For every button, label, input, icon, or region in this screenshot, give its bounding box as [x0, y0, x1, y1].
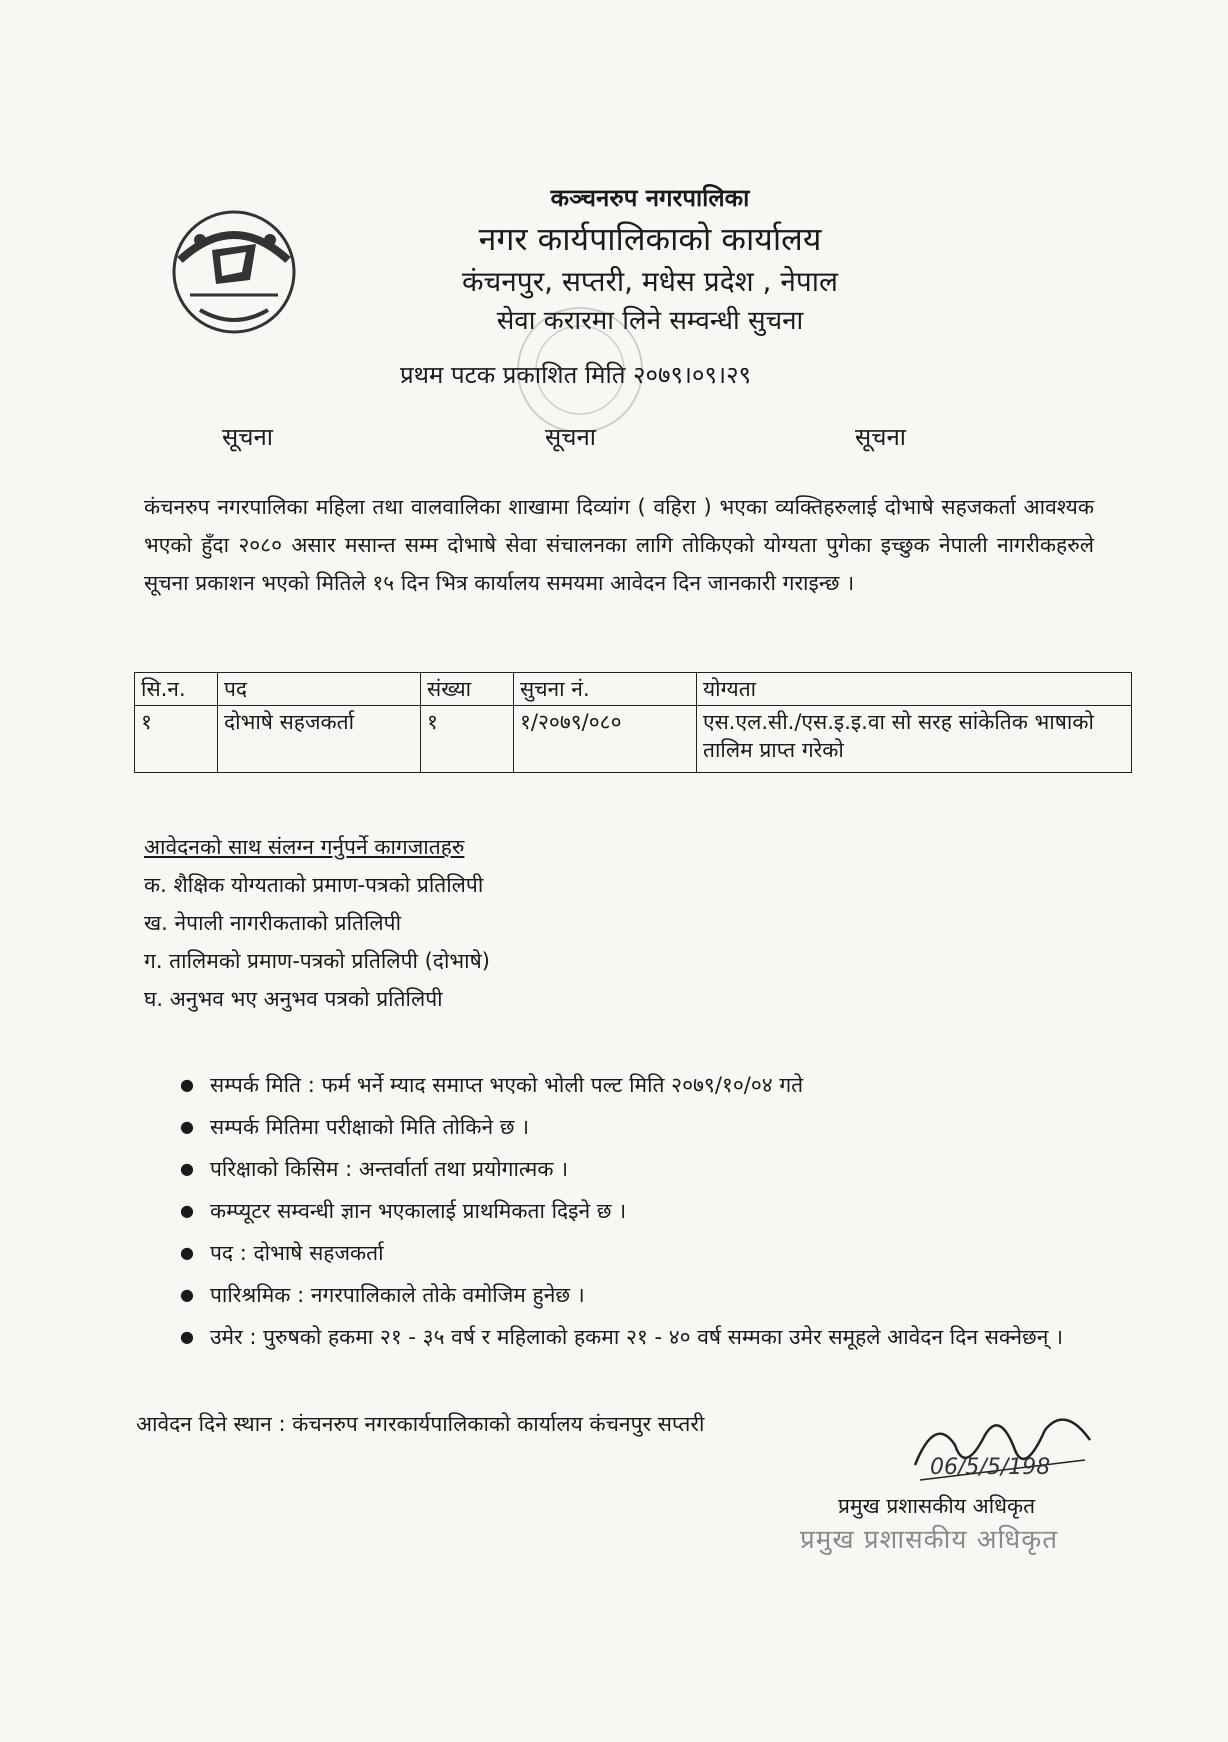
condition-item: ● सम्पर्क मितिमा परीक्षाको मिति तोकिने छ ।: [180, 1108, 1100, 1146]
col-qualification: योग्यता: [697, 673, 1132, 706]
table-header-row: [135, 673, 1132, 706]
published-date: प्रथम पटक प्रकाशित मिति २०७९।०९।२९: [400, 361, 752, 389]
documents-title: आवेदनको साथ संलग्न गर्नुपर्ने कागजातहरु: [144, 835, 465, 859]
cell-qualification: एस.एल.सी./एस.इ.इ.वा सो सरह सांकेतिक भाषाको तालिम प्राप्त गरेको: [697, 706, 1132, 773]
condition-item: ● परिक्षाको किसिम : अन्तर्वार्ता तथा प्रयोगात्मक ।: [180, 1150, 1100, 1188]
nepal-emblem-icon: [160, 200, 308, 340]
notice-word-center: सूचना: [545, 423, 596, 451]
office-address: कंचनपुर, सप्तरी, मधेस प्रदेश , नेपाल: [461, 265, 838, 298]
condition-item: ● उमेर : पुरुषको हकमा २१ - ३५ वर्ष र महिलाको हकमा २१ - ४० वर्ष सम्मका उमेर समूहले आवेदन दिन सक्नेछन् ।: [180, 1318, 1100, 1356]
notice-word-right: सूचना: [855, 423, 906, 451]
signatory-stamp: प्रमुख प्रशासकीय अधिकृत: [800, 1525, 1059, 1555]
notice-subject: सेवा करारमा लिने सम्वन्धी सुचना: [496, 306, 804, 336]
col-count: संख्या: [421, 673, 514, 706]
signatory-title: प्रमुख प्रशासकीय अधिकृत: [838, 1494, 1036, 1518]
office-name: नगर कार्यपालिकाको कार्यालय: [478, 220, 822, 258]
conditions-list: [180, 1066, 1100, 1360]
signature-icon: [905, 1405, 1105, 1495]
municipality-name: कञ्चनरुप नगरपालिका: [550, 184, 750, 212]
cell-count: १: [421, 706, 514, 773]
cell-post: दोभाषे सहजकर्ता: [218, 706, 421, 773]
document-item: क. शैक्षिक योग्यताको प्रमाण-पत्रको प्रतिलिपी: [144, 873, 484, 897]
document-item: ग. तालिमको प्रमाण-पत्रको प्रतिलिपी (दोभाषे): [144, 949, 490, 973]
condition-item: ● पारिश्रमिक : नगरपालिकाले तोके वमोजिम हुनेछ ।: [180, 1276, 1100, 1314]
document-item: ख. नेपाली नागरीकताको प्रतिलिपी: [144, 911, 402, 935]
col-notice-no: सुचना नं.: [514, 673, 697, 706]
condition-item: ● सम्पर्क मिति : फर्म भर्ने म्याद समाप्त भएको भोली पल्ट मिति २०७९/१०/०४ गते: [180, 1066, 1100, 1104]
posts-table: [134, 672, 1132, 773]
notice-word-left: सूचना: [222, 423, 273, 451]
application-place: आवेदन दिने स्थान : कंचनरुप नगरकार्यपालिकाको कार्यालय कंचनपुर सप्तरी: [136, 1412, 705, 1436]
col-post: पद: [218, 673, 421, 706]
condition-item: ● कम्प्यूटर सम्वन्धी ज्ञान भएकालाई प्राथमिकता दिइने छ ।: [180, 1192, 1100, 1230]
document-item: घ. अनुभव भए अनुभव पत्रको प्रतिलिपी: [144, 987, 443, 1011]
letterhead: [360, 180, 940, 340]
condition-item: ● पद : दोभाषे सहजकर्ता: [180, 1234, 1100, 1272]
table-row: [135, 706, 1132, 773]
cell-notice-no: १/२०७९/०८०: [514, 706, 697, 773]
required-documents: [144, 828, 490, 1018]
notice-body: कंचनरुप नगरपालिका महिला तथा वालवालिका शाखामा दिव्यांग ( वहिरा ) भएका व्यक्तिहरुलाई दोभाषे सहजकर्ता आवश्यक भएको हुँदा २०८० असार मसान्त सम्म दोभाषे सेवा संचालनका लागि तोकिएको योग्यता पुगेका इच्छुक नेपाली नागरीकहरुले सूचना प्रकाशन भएको मितिले १५ दिन भित्र कार्यालय समयमा आवेदन दिन जानकारी गराइन्छ ।: [144, 495, 1094, 595]
signature-date: 06/5/5/198: [930, 1455, 1051, 1480]
cell-serial: १: [135, 706, 218, 773]
col-serial: सि.न.: [135, 673, 218, 706]
